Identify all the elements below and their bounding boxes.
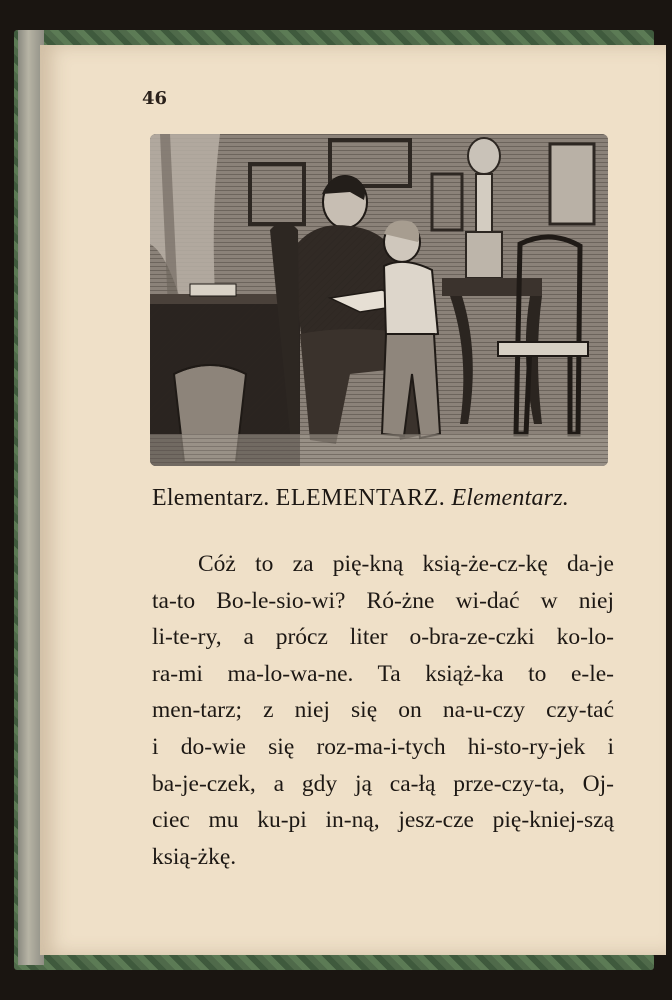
caption-uppercase: ELEMENTARZ. (275, 485, 446, 511)
text-line: ksią-żkę. (152, 843, 237, 870)
text-line: ra-mi ma-lo-wa-ne. Ta książ-ka to e-le- (152, 660, 614, 687)
father-and-son-reading-engraving (150, 134, 608, 466)
text-line: ciec mu ku-pi in-ną, jesz-cze pię-kniej-szą (152, 807, 614, 834)
page-number: 46 (142, 88, 168, 109)
reading-paragraph (152, 546, 614, 875)
illustration-caption (152, 485, 622, 512)
caption-roman: Elementarz. (152, 485, 270, 511)
text-line: i do-wie się roz-ma-i-tych hi-sto-ry-jek i (152, 733, 614, 760)
text-line: ta-to Bo-le-sio-wi? Ró-żne wi-dać w niej (152, 587, 614, 614)
text-line: Cóż to za pię-kną ksią-że-cz-kę da-je (198, 551, 614, 577)
text-line: li-te-ry, a prócz liter o-bra-ze-czki ko-lo- (152, 624, 614, 651)
engraving-illustration (150, 134, 608, 466)
text-line: men-tarz; z niej się on na-u-czy czy-tać (152, 697, 614, 724)
caption-italic: Elementarz. (451, 485, 569, 511)
text-line: ba-je-czek, a gdy ją ca-łą prze-czy-ta, Oj- (152, 770, 614, 797)
